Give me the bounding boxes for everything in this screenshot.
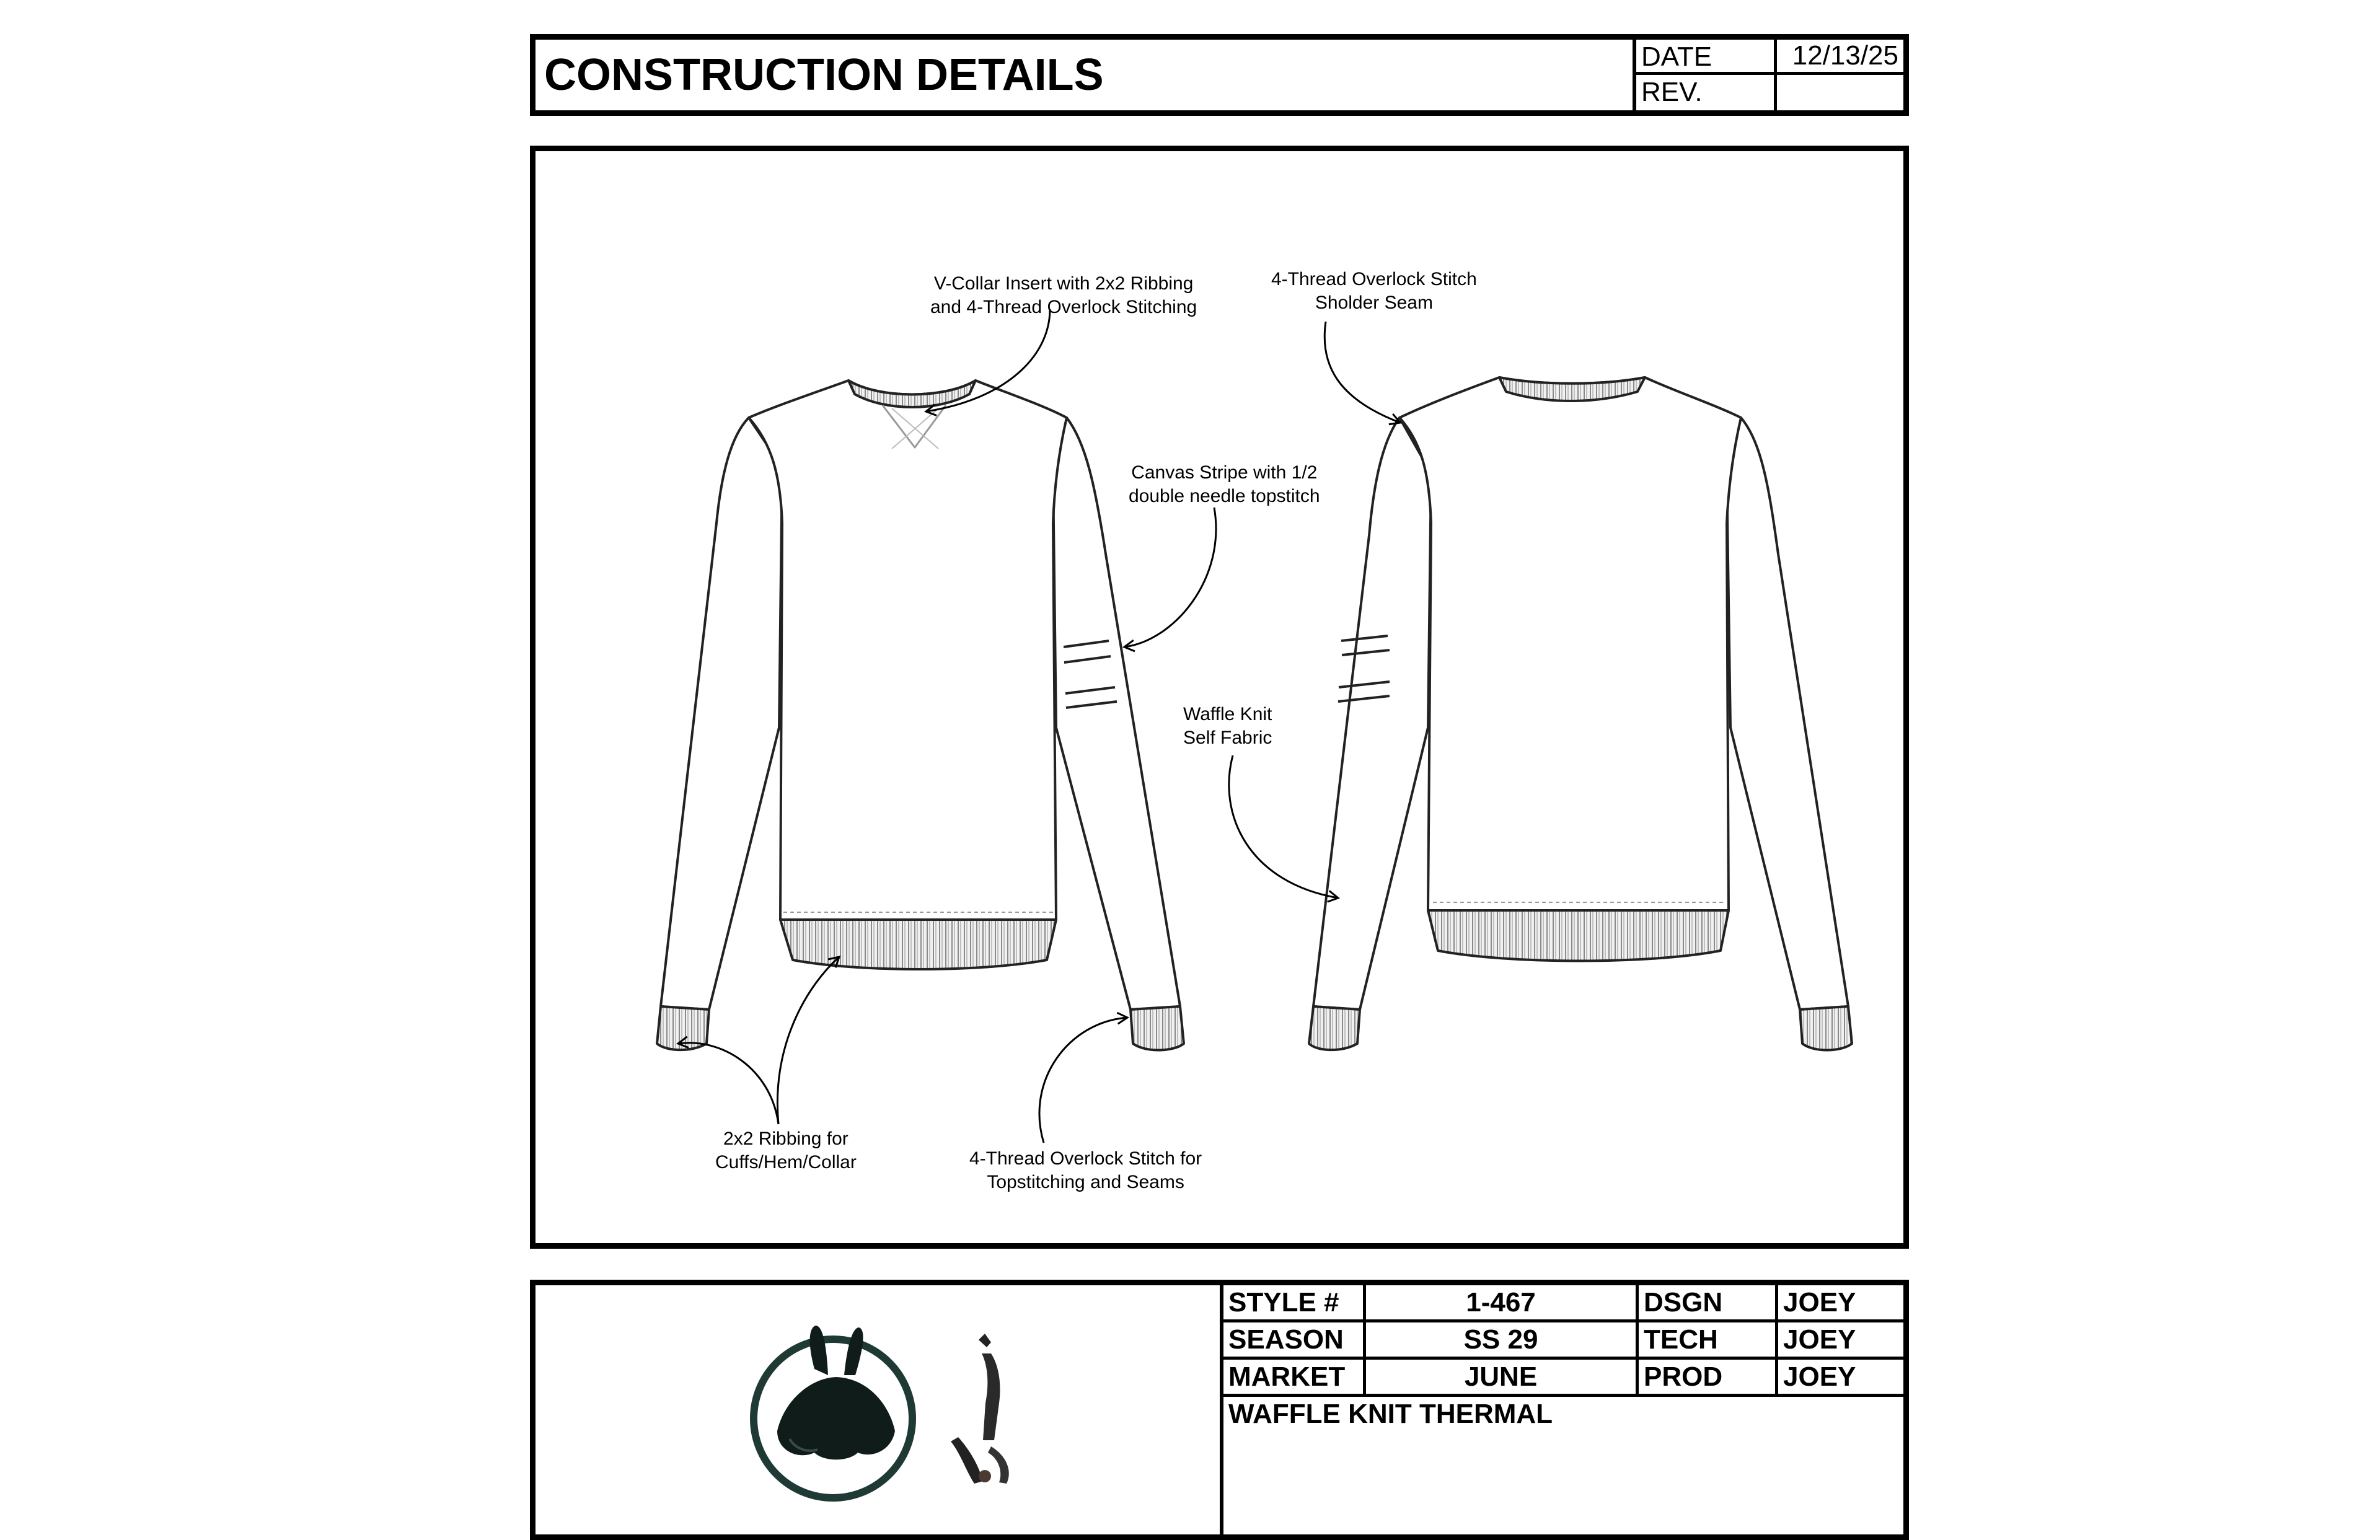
designer-value: JOEY bbox=[1775, 1285, 1903, 1319]
callout-line: 2x2 Ribbing for bbox=[723, 1129, 848, 1149]
date-label: DATE bbox=[1641, 42, 1712, 72]
callout-line: V-Collar Insert with 2x2 Ribbing bbox=[933, 273, 1194, 294]
callout-line: Self Fabric bbox=[1183, 728, 1272, 748]
date-rev-block bbox=[1633, 40, 1903, 110]
divider bbox=[1774, 75, 1777, 110]
season-value: SS 29 bbox=[1363, 1322, 1636, 1357]
arrow-overlock-topstitch bbox=[1039, 1018, 1127, 1143]
callout-line: Canvas Stripe with 1/2 bbox=[1131, 462, 1318, 483]
callout-line: 4-Thread Overlock Stitch bbox=[1271, 269, 1477, 289]
front-body bbox=[749, 381, 1067, 920]
rev-row bbox=[1636, 75, 1903, 110]
back-hem-ribbing bbox=[1428, 910, 1729, 961]
page-title: CONSTRUCTION DETAILS bbox=[544, 50, 1104, 100]
back-body bbox=[1399, 377, 1741, 910]
date-value: 12/13/25 bbox=[1792, 40, 1898, 71]
back-left-cuff bbox=[1309, 1006, 1360, 1050]
divider bbox=[1774, 40, 1777, 72]
front-left-sleeve bbox=[661, 418, 782, 1010]
bunny-circle-logo-icon bbox=[740, 1298, 1112, 1521]
style-description: WAFFLE KNIT THERMAL bbox=[1228, 1399, 1553, 1429]
header-block bbox=[530, 34, 1909, 116]
callout-shoulder-seam bbox=[1271, 268, 1477, 315]
production-label: PROD bbox=[1636, 1360, 1775, 1394]
market-value: JUNE bbox=[1363, 1360, 1636, 1394]
spec-info-table bbox=[1223, 1285, 1903, 1534]
arrow-shoulder-seam bbox=[1324, 322, 1400, 423]
style-value: 1-467 bbox=[1363, 1285, 1636, 1319]
arrow-waffle-knit bbox=[1229, 755, 1338, 898]
technical-drawing-panel bbox=[530, 146, 1909, 1249]
figure-mark-icon bbox=[951, 1334, 1009, 1484]
front-view-sweater bbox=[657, 381, 1184, 1050]
front-hem-ribbing bbox=[780, 920, 1056, 969]
flat-sketch bbox=[536, 151, 1903, 1243]
front-right-cuff bbox=[1130, 1006, 1184, 1050]
style-label: STYLE # bbox=[1228, 1287, 1339, 1318]
callout-canvas-stripe bbox=[1129, 461, 1320, 508]
callout-overlock-topstitch bbox=[969, 1147, 1202, 1194]
season-label: SEASON bbox=[1228, 1324, 1344, 1355]
rev-label: REV. bbox=[1641, 77, 1703, 107]
callout-line: 4-Thread Overlock Stitch for bbox=[969, 1148, 1202, 1169]
table-row bbox=[1223, 1322, 1903, 1360]
arrow-ribbing-hem bbox=[777, 957, 839, 1124]
date-row bbox=[1636, 40, 1903, 75]
callout-v-collar bbox=[930, 272, 1197, 319]
back-right-cuff bbox=[1800, 1006, 1852, 1050]
callout-line: and 4-Thread Overlock Stitching bbox=[930, 297, 1197, 317]
callout-waffle-knit bbox=[1183, 703, 1272, 750]
callout-line: Cuffs/Hem/Collar bbox=[715, 1152, 857, 1173]
title-block bbox=[530, 1280, 1909, 1540]
table-row bbox=[1223, 1285, 1903, 1322]
callout-line: Sholder Seam bbox=[1315, 293, 1433, 313]
callout-line: Waffle Knit bbox=[1183, 704, 1272, 724]
back-view-sweater bbox=[1309, 377, 1852, 1050]
callout-ribbing bbox=[715, 1127, 857, 1174]
arrow-ribbing-cuff bbox=[678, 1043, 778, 1124]
table-row bbox=[1223, 1360, 1903, 1397]
back-left-sleeve bbox=[1313, 418, 1431, 1010]
production-value: JOEY bbox=[1775, 1360, 1903, 1394]
callout-line: Topstitching and Seams bbox=[987, 1172, 1184, 1192]
designer-label: DSGN bbox=[1636, 1285, 1775, 1319]
back-right-sleeve bbox=[1727, 418, 1848, 1010]
market-label: MARKET bbox=[1228, 1362, 1346, 1392]
tech-value: JOEY bbox=[1775, 1322, 1903, 1357]
brand-logo-area bbox=[536, 1285, 1223, 1534]
arrow-canvas-stripe bbox=[1124, 508, 1216, 647]
tech-label: TECH bbox=[1636, 1322, 1775, 1357]
callout-line: double needle topstitch bbox=[1129, 486, 1320, 506]
